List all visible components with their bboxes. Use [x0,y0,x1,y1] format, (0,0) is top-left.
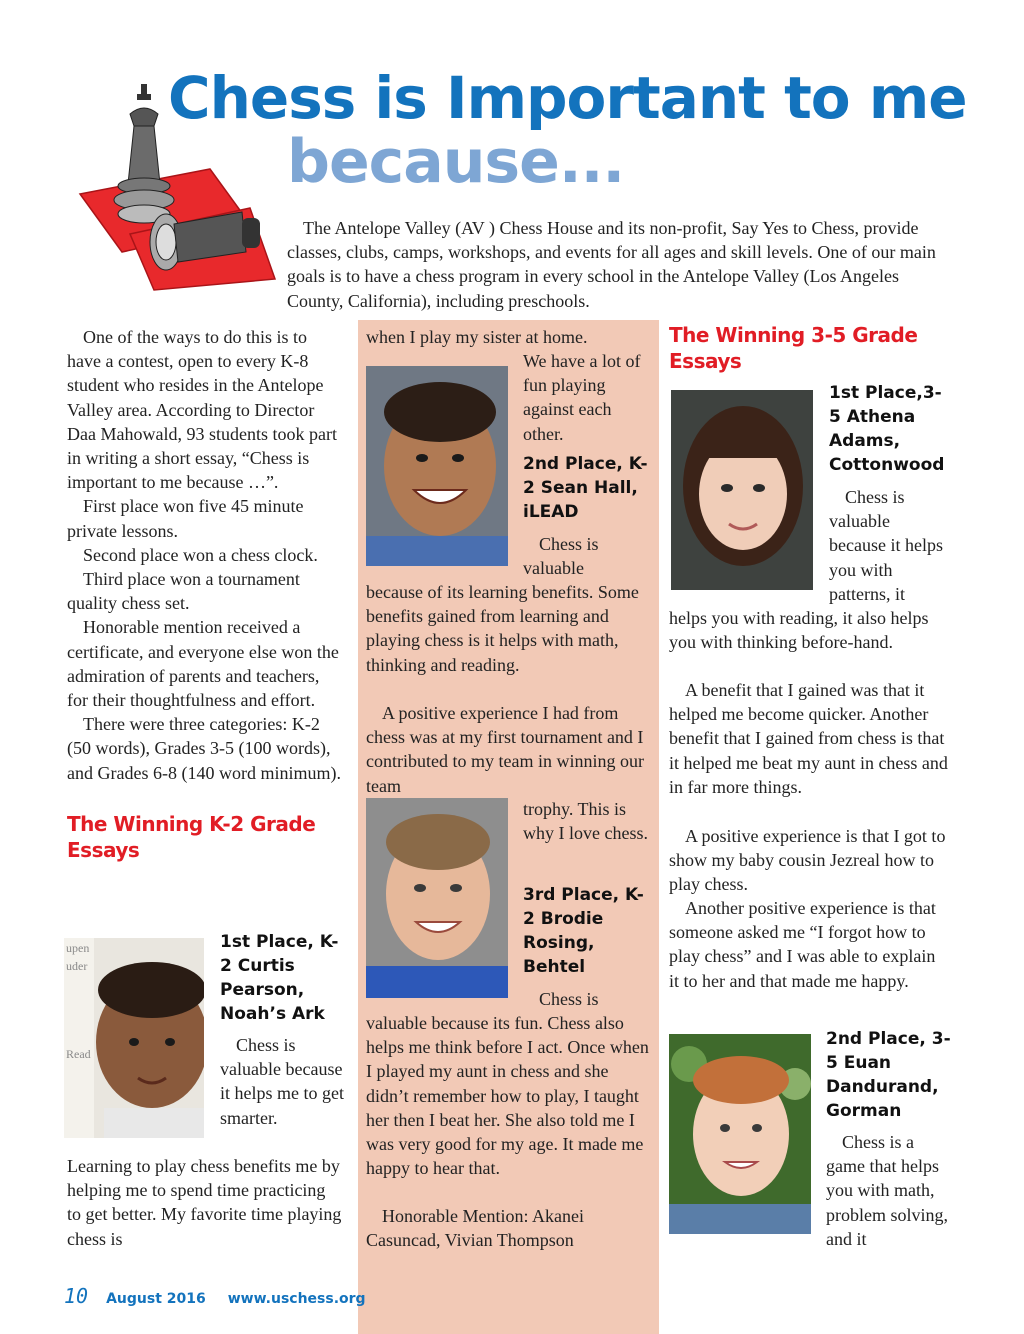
svg-text:uder: uder [66,959,88,973]
winner-heading-k2-2nd: 2nd Place, K-2 Sean Hall, iLEAD [523,454,648,522]
essay-k2-2nd-start: Chess is valuable [523,534,599,579]
col1-paragraph: There were three categories: K-2 (50 words), Grades 3-5 (100 words), and Grades 6-8 (140 word minimum). [67,714,341,783]
essay-k2-1st-end: when I play my sister at home. [366,327,588,347]
col1-paragraph: Third place won a tournament quality chess set. [67,569,300,614]
svg-text:upen: upen [66,941,90,955]
essay-k2-2nd-paragraph: A positive experience I had from chess was at my first tournament and I contributed to my team in winning our team [366,703,644,796]
essay-35-1st-paragraph: helps you with reading, it also helps you with thinking before-hand. [669,608,929,653]
winner-heading-35-2nd: 2nd Place, 3-5 Euan Dandurand, Gorman [826,1029,951,1121]
intro-paragraph: The Antelope Valley (AV ) Chess House and its non-profit, Say Yes to Chess, provide classes, clubs, camps, workshops, and events for all ages and skill levels. One of our main goals is to have a chess program in every school in the Antelope Valley (Los Angeles County, California), including preschools. [287,218,936,311]
photo-athena-adams [671,390,813,590]
winner-heading-k2-3rd: 3rd Place, K-2 Brodie Rosing, Behtel [523,885,644,977]
photo-brodie-rosing [366,798,508,998]
essay-k2-1st-aside: We have a lot of fun playing against each other. [523,351,641,444]
photo-curtis-pearson [64,938,204,1138]
svg-text:Read: Read [66,1047,91,1061]
page-footer [64,1284,366,1308]
winner-heading-k2-1st: 1st Place, K-2 Curtis Pearson, Noah’s Ark [220,932,339,1024]
col1-paragraph: Honorable mention received a certificate, and everyone else won the admiration of parents and teachers, for their thoughtfulness and effort. [67,617,339,711]
col1-paragraph: One of the ways to do this is to have a contest, open to every K-8 student who resides in the Antelope Valley area. According to Director Daa Mahowald, 93 students took part in writing a short essay, “Chess is important to me because …”. [67,327,337,493]
honorable-mention: Honorable Mention: Akanei Casuncad, Vivian Thompson [366,1206,584,1251]
page-number: 10 [64,1284,89,1308]
col1-paragraph: Second place won a chess clock. [83,544,318,565]
essay-k2-2nd-end: trophy. This is why I love chess. [523,799,648,844]
grade35-section-heading: The Winning 3-5 Grade Essays [669,323,918,373]
footer-url[interactable]: www.uschess.org [227,1291,366,1307]
issue-date: August 2016 [106,1291,206,1307]
page-subtitle: because... [287,127,625,197]
contest-intro-column [67,325,342,863]
essay-k2-2nd-paragraph: because of its learning benefits. Some benefits gained from learning and playing chess is it helps with math, thinking and reading. [366,582,639,675]
essay-35-1st-paragraph: A positive experience is that I got to show my baby cousin Jezreal how to play chess. [669,826,946,895]
essay-k2-3rd-start: Chess is [539,989,599,1009]
page-title: Chess is Important to me [168,64,967,132]
essay-k2-3rd-paragraph: valuable because its fun. Chess also helps me think before I act. Once when I played my aunt in chess and she didn’t remember how to play, I taught her then I beat her. She also told me I was very good for my age. It made me happy to hear that. [366,1013,649,1179]
essay-35-2nd-start: Chess is a game that helps you with math, problem solving, and it [826,1132,948,1249]
essay-35-1st-paragraph: Another positive experience is that someone asked me “I forgot how to play chess” and I was able to explain it to her and that made me happy. [669,898,936,991]
essay-35-1st-start: Chess is valuable because it helps you with patterns, it [829,487,943,604]
photo-euan-dandurand [669,1034,811,1234]
winner-heading-35-1st: 1st Place,3-5 Athena Adams, Cottonwood [829,383,945,475]
photo-sean-hall [366,366,508,566]
col1-paragraph: First place won five 45 minute private lessons. [67,496,304,541]
essay-k2-1st-continued: Learning to play chess benefits me by helping me to spend time practicing to get better. My favorite time playing chess is [67,1156,342,1249]
k2-section-heading: The Winning K-2 Grade Essays [67,811,316,862]
essay-k2-1st-start: Chess is valuable because it helps me to get smarter. [220,1035,344,1128]
essay-35-1st-paragraph: A benefit that I gained was that it helped me become quicker. Another benefit that I gained from chess is that it helped me beat my aunt in chess and in far more things. [669,680,948,797]
